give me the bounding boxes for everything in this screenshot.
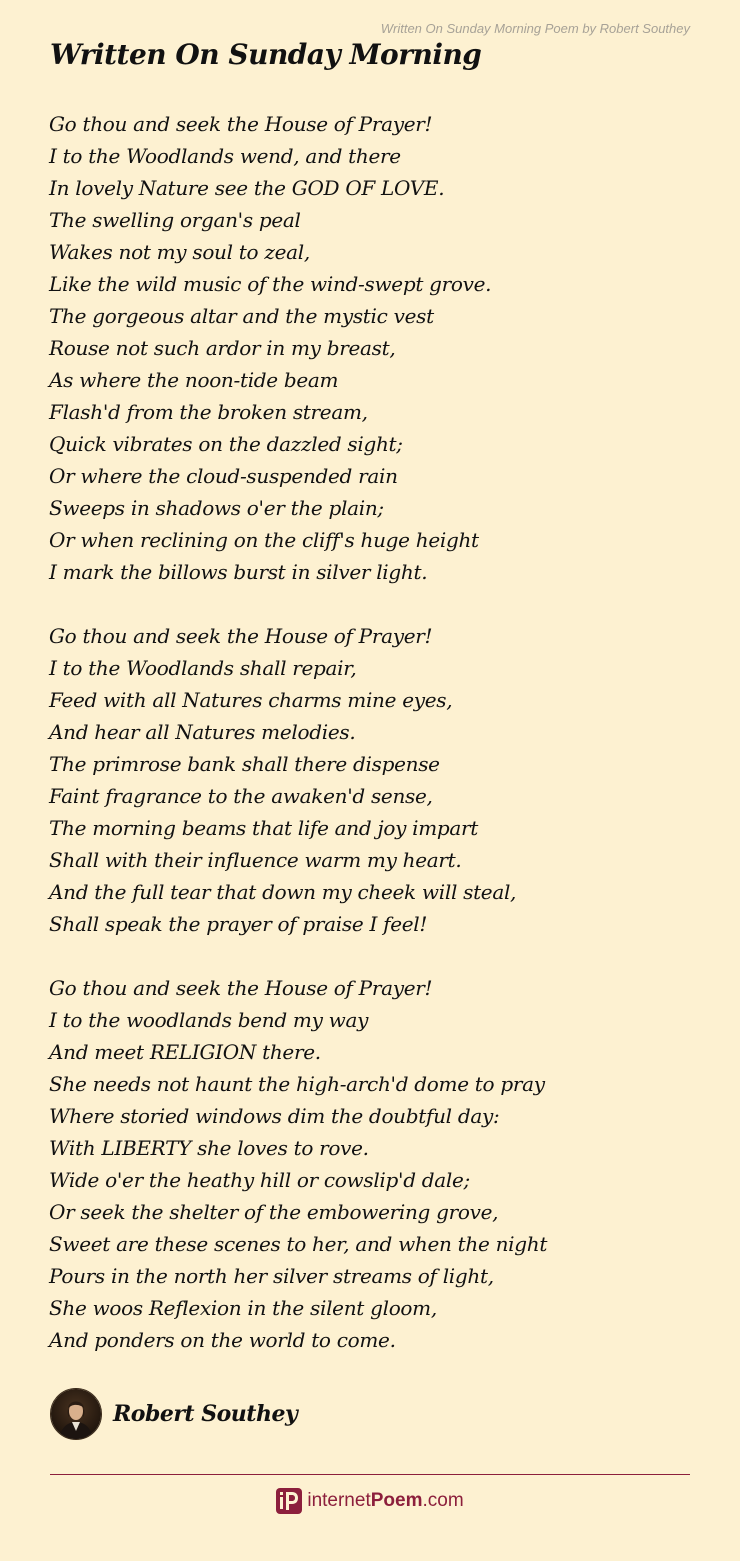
poem-line: I to the Woodlands shall repair, [49,656,357,680]
poem-line: Like the wild music of the wind-swept grove. [49,272,492,296]
page-caption: Written On Sunday Morning Poem by Robert Southey [380,21,690,36]
poem-line: The swelling organ's peal [49,208,301,232]
poem-line: Go thou and seek the House of Prayer! [49,976,433,1000]
poem-line: Sweet are these scenes to her, and when the night [49,1232,548,1256]
poem-line: The gorgeous altar and the mystic vest [49,304,434,328]
poem-line: She woos Reflexion in the silent gloom, [49,1296,437,1320]
poem-line: The primrose bank shall there dispense [49,752,440,776]
internetpoem-logo-icon [276,1488,302,1514]
poem-line: Shall speak the prayer of praise I feel! [49,912,428,936]
poem-line: Go thou and seek the House of Prayer! [49,624,433,648]
poem-line: Sweeps in shadows o'er the plain; [49,496,384,520]
poem-line: Or seek the shelter of the embowering grove, [49,1200,499,1224]
poem-body [49,108,699,1388]
poem-title: Written On Sunday Morning [50,38,482,71]
internetpoem-brand-link[interactable] [276,1488,463,1514]
poem-line: Or where the cloud-suspended rain [49,464,398,488]
poem-line: And meet RELIGION there. [49,1040,321,1064]
poem-line: Or when reclining on the cliff's huge height [49,528,479,552]
brand-part-internet: internet [307,1490,371,1511]
poem-line: I to the Woodlands wend, and there [49,144,401,168]
footer-divider [50,1474,690,1475]
poem-line: And the full tear that down my cheek will steal, [49,880,517,904]
poem-line: With LIBERTY she loves to rove. [49,1136,369,1160]
poem-line: As where the noon-tide beam [49,368,339,392]
poem-line: She needs not haunt the high-arch'd dome to pray [49,1072,545,1096]
poem-line: Where storied windows dim the doubtful day: [49,1104,500,1128]
poem-line: And hear all Natures melodies. [49,720,356,744]
author-portrait-icon [51,1389,101,1439]
poem-line: Quick vibrates on the dazzled sight; [49,432,403,456]
stanza [49,972,699,1356]
poem-line: Flash'd from the broken stream, [49,400,368,424]
poem-line: Shall with their influence warm my heart. [49,848,462,872]
brand-part-poem: Poem [370,1490,423,1511]
poem-line: Wide o'er the heathy hill or cowslip'd dale; [49,1168,470,1192]
poem-line: Wakes not my soul to zeal, [49,240,310,264]
poem-line: And ponders on the world to come. [49,1328,396,1352]
author-avatar[interactable] [50,1388,102,1440]
site-footer [0,1487,740,1515]
poem-line: I mark the billows burst in silver light. [49,560,428,584]
poem-line: Faint fragrance to the awaken'd sense, [49,784,433,808]
poem-line: Pours in the north her silver streams of light, [49,1264,494,1288]
stanza [49,620,699,940]
brand-part-com: .com [422,1490,464,1511]
poem-line: Rouse not such ardor in my breast, [49,336,396,360]
author-name[interactable]: Robert Southey [113,1401,298,1427]
stanza [49,108,699,588]
poem-line: I to the woodlands bend my way [49,1008,369,1032]
poem-line: Go thou and seek the House of Prayer! [49,112,433,136]
poem-line: In lovely Nature see the GOD OF LOVE. [49,176,445,200]
author-link[interactable] [50,1388,297,1440]
internetpoem-wordmark [307,1490,463,1512]
poem-line: Feed with all Natures charms mine eyes, [49,688,453,712]
poem-line: The morning beams that life and joy impart [49,816,479,840]
